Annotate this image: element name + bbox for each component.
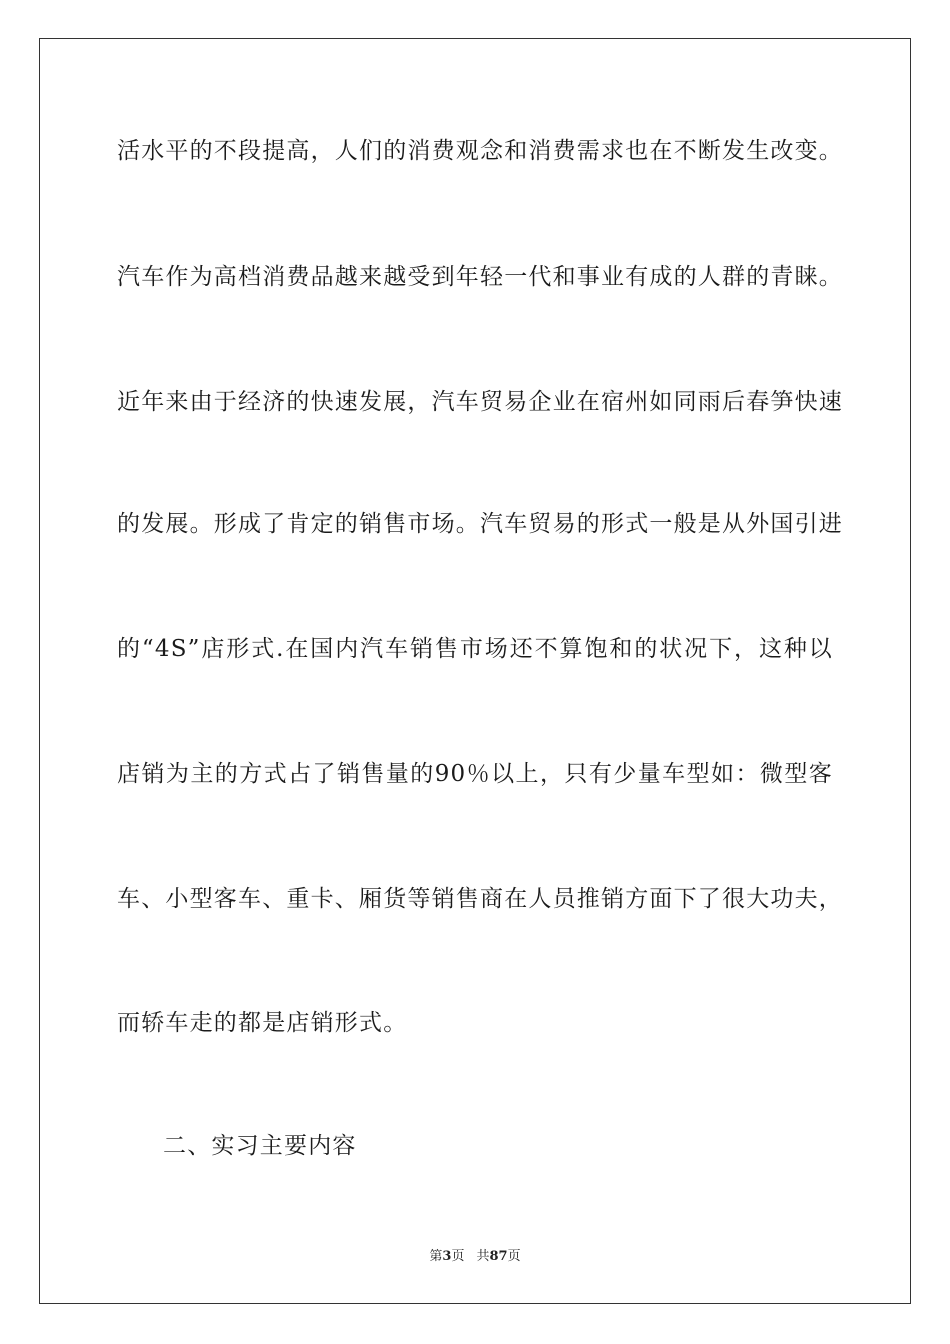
total-suffix: 页 [507,1249,521,1264]
body-line-2: 汽车作为高档消费品越来越受到年轻一代和事业有成的人群的青睐。 [117,264,843,290]
total-prefix: 共 [476,1249,490,1264]
body-line-7: 车、小型客车、重卡、厢货等销售商在人员推销方面下了很大功夫， [117,886,843,912]
page-prefix: 第 [429,1249,443,1264]
page-number: 3 [442,1249,452,1264]
body-line-1: 活水平的不段提高，人们的消费观念和消费需求也在不断发生改变。 [117,138,843,164]
page-suffix: 页 [451,1249,465,1264]
body-line-5: 的“4S”店形式.在国内汽车销售市场还不算饱和的状况下，这种以 [117,636,833,662]
body-line-3: 近年来由于经济的快速发展，汽车贸易企业在宿州如同雨后春笋快速 [117,389,843,415]
page-border [39,38,911,1304]
body-line-6: 店销为主的方式占了销售量的90％以上，只有少量车型如：微型客 [117,761,833,787]
section-heading: 二、实习主要内容 [163,1133,357,1159]
total-pages: 87 [489,1249,508,1264]
body-line-8: 而轿车走的都是店销形式。 [117,1010,408,1036]
page-footer [0,1249,950,1265]
body-line-4: 的发展。形成了肯定的销售市场。汽车贸易的形式一般是从外国引进 [117,511,843,537]
